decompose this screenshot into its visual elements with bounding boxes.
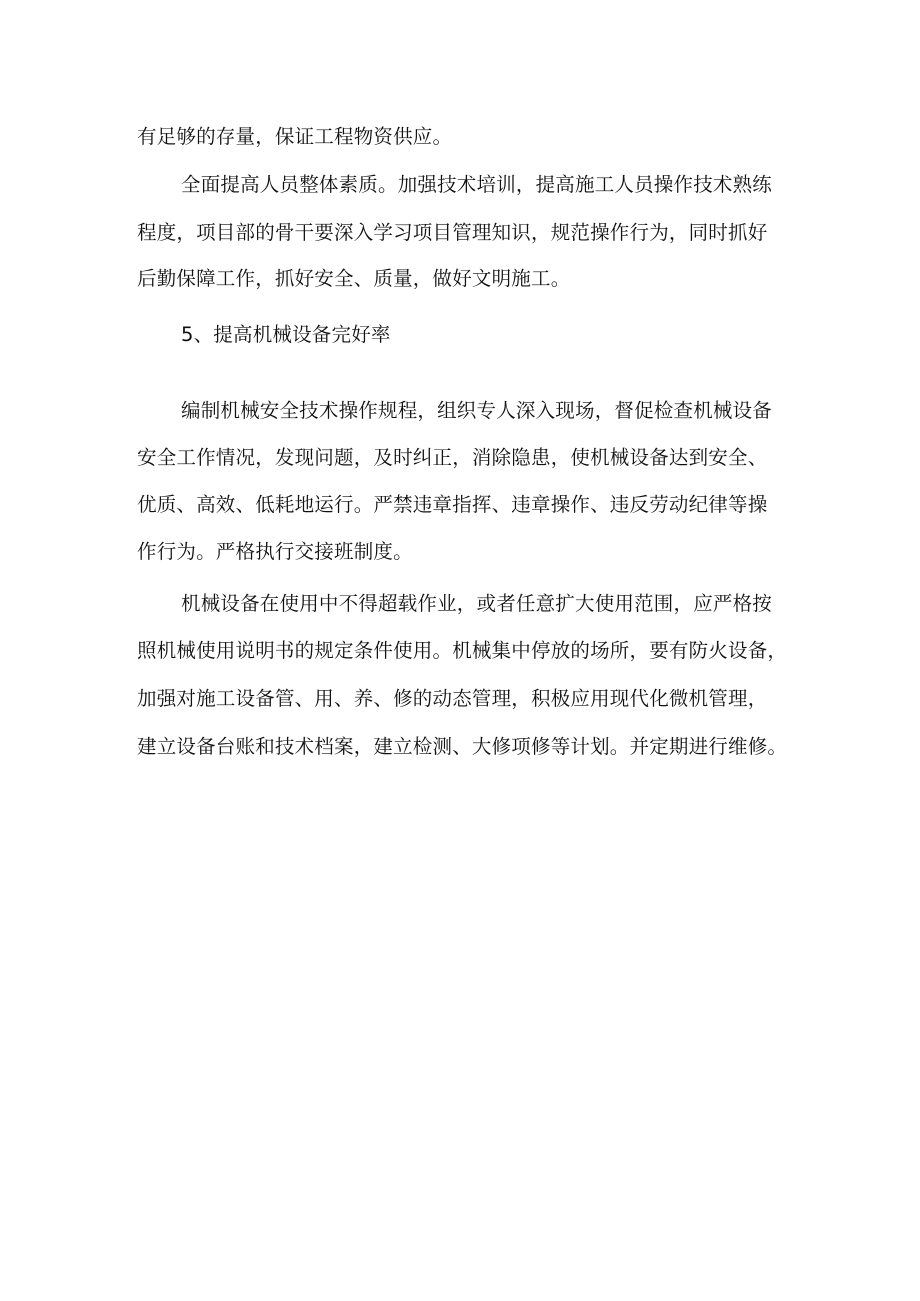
paragraph-4-line-1: 机械设备在使用中不得超载作业，或者任意扩大使用范围，应严格按 xyxy=(181,592,773,615)
section-heading-5: 5、提高机械设备完好率 xyxy=(181,323,391,346)
paragraph-2-line-3: 后勤保障工作，抓好安全、质量，做好文明施工。 xyxy=(137,267,571,290)
paragraph-4-line-2: 照机械使用说明书的规定条件使用。机械集中停放的场所，要有防火设备， xyxy=(137,639,788,662)
paragraph-2-line-2: 程度，项目部的骨干要深入学习项目管理知识，规范操作行为，同时抓好 xyxy=(137,221,768,244)
paragraph-2-line-1: 全面提高人员整体素质。加强技术培训，提高施工人员操作技术熟练 xyxy=(181,173,773,196)
paragraph-3-line-4: 作行为。严格执行交接班制度。 xyxy=(137,540,413,563)
paragraph-4-line-3: 加强对施工设备管、用、养、修的动态管理，积极应用现代化微机管理， xyxy=(137,687,768,710)
paragraph-1-line-1: 有足够的存量，保证工程物资供应。 xyxy=(137,125,453,148)
paragraph-3-line-3: 优质、高效、低耗地运行。严禁违章指挥、违章操作、违反劳动纪律等操 xyxy=(137,493,768,516)
paragraph-3-line-2: 安全工作情况，发现问题，及时纠正，消除隐患，使机械设备达到安全、 xyxy=(137,446,768,469)
paragraph-4-line-4: 建立设备台账和技术档案，建立检测、大修项修等计划。并定期进行维修。 xyxy=(137,735,788,758)
paragraph-3-line-1: 编制机械安全技术操作规程，组织专人深入现场，督促检查机械设备 xyxy=(181,399,773,422)
